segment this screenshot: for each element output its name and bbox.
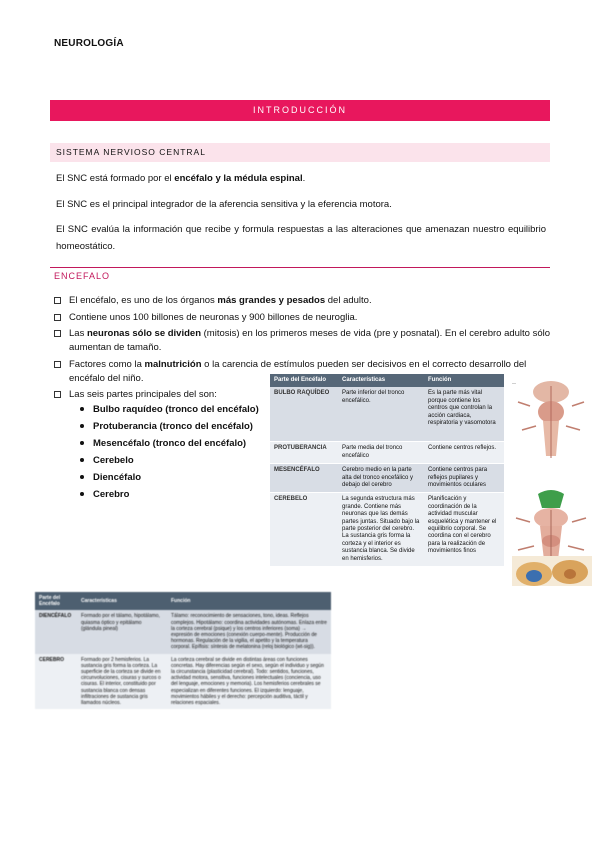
table-cell: DIENCÉFALO bbox=[35, 610, 77, 653]
table-row bbox=[270, 493, 504, 567]
brain-parts-list bbox=[80, 401, 259, 503]
table-cell: CEREBELO bbox=[270, 493, 338, 567]
brain-part-item: Bulbo raquídeo (tronco del encéfalo) bbox=[80, 401, 259, 418]
brain-part-item: Cerebro bbox=[80, 486, 259, 503]
table-header: Función bbox=[424, 374, 504, 387]
table-cell: Cerebro medio en la parte alta del tronco encefálico y debajo del cerebro bbox=[338, 464, 424, 493]
brain-part-item: Cerebelo bbox=[80, 452, 259, 469]
diencefalo-cerebro-table bbox=[35, 592, 331, 709]
table-cell: Contiene centros para reflejos pupilares y movimientos oculares bbox=[424, 464, 504, 493]
checkbox-bullet-icon bbox=[54, 330, 61, 337]
table-cell: Parte media del tronco encefálico bbox=[338, 442, 424, 464]
svg-text:—: — bbox=[512, 380, 516, 385]
table-header: Características bbox=[77, 592, 167, 610]
table-cell: Es la parte más vital porque contiene los centros que controlan la acción cardiaca, respiratoria y vasomotora bbox=[424, 387, 504, 442]
bullet-item: Contiene unos 100 billones de neuronas y 900 billones de neuroglia. bbox=[54, 311, 554, 325]
checkbox-bullet-icon bbox=[54, 361, 61, 368]
table-row bbox=[35, 610, 331, 653]
table-cell: Planificación y coordinación de la actividad muscular esquelética y mantener el equilibrio corporal. Se coordina con el cerebro para la realización de movimientos finos bbox=[424, 493, 504, 567]
table-header: Parte del Encéfalo bbox=[270, 374, 338, 387]
section-divider bbox=[50, 267, 550, 268]
table-cell: Contiene centros reflejos. bbox=[424, 442, 504, 464]
table-cell: Formado por el tálamo, hipotálamo, quiasma óptico y epitálamo (glándula pineal) bbox=[77, 610, 167, 653]
brain-part-item: Diencéfalo bbox=[80, 469, 259, 486]
bullet-item: El encéfalo, es uno de los órganos más grandes y pesados del adulto. bbox=[54, 294, 554, 308]
table-header: Parte del Encéfalo bbox=[35, 592, 77, 610]
table-row bbox=[270, 387, 504, 442]
table-cell: La corteza cerebral se divide en distintas áreas con funciones concretas. Hay diferencias según el sexo, según el individuo y según la circunstancia (plasticidad cerebral). Todo: sentidos, funciones, actividad motora, sensitiva, funciones intelectuales (conciencia, uso del lenguaje, emociones y memoria). Los hemisferios cerebrales se especializan en diferentes funciones. El izquierdo: lenguaje, movimientos hábiles y el derecho: percepción auditiva, táctil y relaciones espaciales. bbox=[167, 654, 331, 710]
brainstem-anterior-image bbox=[510, 376, 592, 472]
p1-text: El SNC está formado por el bbox=[56, 173, 175, 184]
table-cell: Tálamo: reconocimiento de sensaciones, tono, ideas. Reflejos complejos. Hipotálamo: coordina actividades autónomas. Enlaza entre la corteza cerebral (psique) y los centros inferiores (soma) → expresión de emociones (conexión cuerpo-mente). Producción de hormonas. Regulación de la vigilia, el apetito y la temperatura corporal. Epífisis: síntesis de melatonina (reloj biológico (wt-sig)). bbox=[167, 610, 331, 653]
table-cell: BULBO RAQUÍDEO bbox=[270, 387, 338, 442]
bullet-item: Las seis partes principales del son: bbox=[54, 388, 554, 402]
table-header: Características bbox=[338, 374, 424, 387]
table-cell: CEREBRO bbox=[35, 654, 77, 710]
document-title: NEUROLOGÍA bbox=[54, 38, 124, 49]
midsagittal-brain-image bbox=[512, 556, 592, 586]
encefalo-heading: ENCEFALO bbox=[54, 271, 111, 281]
checkbox-bullet-icon bbox=[54, 314, 61, 321]
bullet-item: Las neuronas sólo se dividen (mitosis) en los primeros meses de vida (pre y posnatal). En el cerebro adulto sólo aumentan de tamaño. bbox=[54, 327, 554, 355]
table-cell: PROTUBERANCIA bbox=[270, 442, 338, 464]
table-cell: La segunda estructura más grande. Contiene más neuronas que las demás partes juntas. Situado bajo la parte posterior del cerebro. La sustancia gris forma la corteza y el interior es sustancia blanca. Se divide en hemisferios. bbox=[338, 493, 424, 567]
snc-subheading: SISTEMA NERVIOSO CENTRAL bbox=[50, 143, 550, 162]
p1-end: . bbox=[302, 173, 306, 184]
paragraph-2: El SNC es el principal integrador de la aferencia sensitiva y la eferencia motora. bbox=[56, 199, 392, 210]
paragraph-1 bbox=[56, 170, 546, 187]
table-header: Función bbox=[167, 592, 331, 610]
paragraph-3: El SNC evalúa la información que recibe y formula respuestas a las alteraciones que amenazan nuestro equilibrio homeostático. bbox=[56, 224, 546, 252]
table-row bbox=[270, 442, 504, 464]
checkbox-bullet-icon bbox=[54, 297, 61, 304]
table-cell: Formado por 2 hemisferios. La sustancia gris forma la corteza. La superficie de la corteza se divide en circunvoluciones, cisuras y surcos o cisuras. El interior, constituido por sustancia blanca con densas infiltraciones de sustancia gris llamados núcleos. bbox=[77, 654, 167, 710]
intro-banner: INTRODUCCIÓN bbox=[50, 100, 550, 121]
brain-part-item: Protuberancia (tronco del encéfalo) bbox=[80, 418, 259, 435]
brain-parts-table bbox=[270, 374, 504, 567]
table-row bbox=[35, 654, 331, 710]
checkbox-bullet-icon bbox=[54, 391, 61, 398]
table-row bbox=[270, 464, 504, 493]
p1-bold: encéfalo y la médula espinal bbox=[174, 173, 303, 184]
table-cell: Parte inferior del tronco encefálico. bbox=[338, 387, 424, 442]
bullet-item: Factores como la malnutrición o la carencia de estímulos pueden ser decisivos en el correcto desarrollo del encéfalo del niño. bbox=[54, 358, 554, 386]
brain-part-item: Mesencéfalo (tronco del encéfalo) bbox=[80, 435, 259, 452]
table-cell: MESENCÉFALO bbox=[270, 464, 338, 493]
